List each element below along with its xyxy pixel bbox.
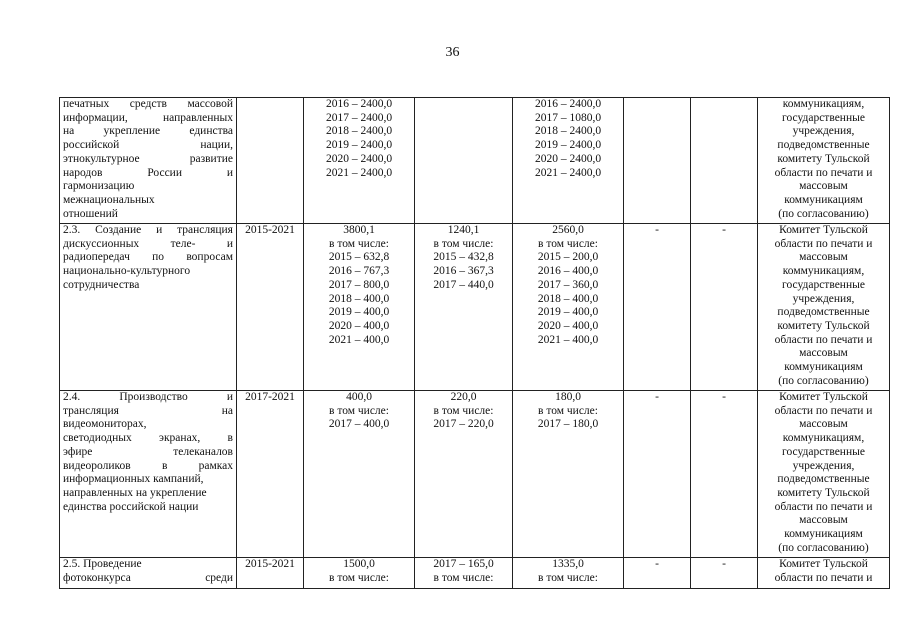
- activity-name-cell: [60, 98, 237, 224]
- table-row: [60, 558, 890, 589]
- cell-line: подведомственные: [777, 473, 870, 486]
- total-cell: [304, 98, 415, 224]
- local-cell: [624, 98, 691, 224]
- cell-line: в том числе:: [433, 571, 494, 584]
- cell-word: и: [226, 237, 233, 250]
- cell-word: этнокультурное: [63, 152, 140, 165]
- cell-line: государственные: [782, 278, 865, 291]
- local-cell: [624, 224, 691, 391]
- cell-line: [63, 446, 233, 460]
- cell-word: эфире: [63, 445, 93, 458]
- cell-line: 2017 – 1080,0: [534, 111, 602, 124]
- cell-line: массовым: [799, 180, 848, 193]
- cell-line: [63, 167, 233, 181]
- cell-line: [63, 224, 233, 238]
- cell-line: области по печати и: [774, 166, 873, 179]
- extra-cell: [691, 558, 758, 589]
- cell-line: отношений: [63, 207, 118, 220]
- cell-text: 2015-2021: [245, 558, 295, 570]
- responsible-cell: [758, 391, 890, 558]
- cell-line: 1335,0: [552, 558, 584, 570]
- cell-line: в том числе:: [329, 237, 389, 250]
- cell-word: и: [226, 166, 233, 179]
- cell-word: Производство: [119, 391, 188, 403]
- cell-line: 220,0: [450, 391, 477, 403]
- cell-line: (по согласованию): [778, 541, 869, 554]
- cell-word: 2.4.: [63, 391, 81, 403]
- cell-line: 1500,0: [343, 558, 375, 570]
- cell-line: Комитет Тульской: [779, 558, 868, 570]
- cell-word: нации,: [200, 139, 233, 152]
- cell-line: [63, 405, 233, 419]
- cell-word: 2.3.: [63, 224, 81, 236]
- cell-line: межнациональных: [63, 193, 155, 206]
- cell-line: 2019 – 400,0: [537, 306, 599, 319]
- cell-line: учреждения,: [792, 125, 855, 138]
- cell-word: вопросам: [186, 251, 233, 264]
- cell-line: коммуникациям,: [782, 98, 865, 110]
- cell-line: 2017 – 400,0: [328, 418, 390, 431]
- cell-word: в: [161, 459, 168, 472]
- page-number: 36: [445, 45, 460, 60]
- total-cell: [304, 391, 415, 558]
- cell-word: печатных: [63, 98, 110, 110]
- total-cell: [304, 558, 415, 589]
- cell-line: массовым: [799, 347, 848, 360]
- cell-line: в том числе:: [538, 237, 598, 250]
- cell-line: 2017 – 800,0: [328, 278, 390, 291]
- cell-line: 2021 – 2400,0: [325, 166, 393, 179]
- cell-line: 2017 – 2400,0: [325, 111, 393, 124]
- cell-line: [63, 460, 233, 474]
- cell-line: 2020 – 2400,0: [325, 152, 393, 165]
- table-row: [60, 98, 890, 224]
- cell-line: 2016 – 767,3: [328, 265, 390, 278]
- cell-line: гармонизацию: [63, 180, 135, 193]
- cell-line: коммуникациям: [784, 193, 863, 206]
- cell-line: 2016 – 2400,0: [325, 98, 393, 110]
- cell-line: государственные: [782, 445, 865, 458]
- federal-cell: [415, 391, 513, 558]
- cell-line: в том числе:: [329, 571, 389, 584]
- cell-word: и: [156, 224, 163, 236]
- cell-line: 2017 – 360,0: [537, 278, 599, 291]
- cell-word: информации,: [63, 111, 128, 124]
- local-cell: [624, 391, 691, 558]
- cell-word: на: [221, 404, 233, 417]
- cell-word: Создание: [95, 224, 142, 236]
- cell-line: подведомственные: [777, 306, 870, 319]
- cell-line: 2021 – 400,0: [537, 333, 599, 346]
- program-table: [59, 97, 890, 589]
- cell-word: трансляция: [177, 224, 233, 236]
- cell-line: 2016 – 400,0: [537, 265, 599, 278]
- cell-word: в: [227, 432, 233, 445]
- cell-text: -: [655, 391, 659, 403]
- cell-line: комитету Тульской: [777, 486, 870, 499]
- cell-line: 2020 – 2400,0: [534, 152, 602, 165]
- cell-line: в том числе:: [329, 404, 389, 417]
- cell-line: [63, 98, 233, 112]
- regional-cell: [513, 558, 624, 589]
- cell-line: области по печати и: [774, 404, 873, 417]
- federal-cell: [415, 558, 513, 589]
- cell-line: комитету Тульской: [777, 319, 870, 332]
- cell-line: массовым: [799, 251, 848, 264]
- cell-line: [63, 572, 233, 586]
- regional-cell: [513, 98, 624, 224]
- cell-word: фотоконкурса: [63, 571, 131, 584]
- cell-line: 2017 – 165,0: [433, 558, 494, 570]
- cell-line: коммуникациям,: [782, 265, 865, 278]
- cell-line: массовым: [799, 418, 848, 431]
- total-cell: [304, 224, 415, 391]
- cell-line: информационных кампаний,: [63, 473, 204, 486]
- cell-word: средств: [129, 98, 167, 110]
- cell-line: 2016 – 2400,0: [534, 98, 602, 110]
- cell-line: 2019 – 2400,0: [534, 139, 602, 152]
- cell-line: 2015 – 432,8: [433, 251, 494, 264]
- cell-line: 2021 – 400,0: [328, 333, 390, 346]
- cell-line: направленных на укрепление: [63, 486, 207, 499]
- activity-name-cell: [60, 391, 237, 558]
- cell-text: -: [655, 224, 659, 236]
- cell-text: 2015-2021: [245, 224, 295, 236]
- cell-line: 2019 – 400,0: [328, 306, 390, 319]
- period-cell: [237, 98, 304, 224]
- cell-line: Комитет Тульской: [779, 391, 868, 403]
- cell-line: области по печати и: [774, 571, 873, 584]
- cell-line: области по печати и: [774, 237, 873, 250]
- cell-word: теле-: [170, 237, 196, 250]
- cell-word: на: [63, 125, 75, 138]
- cell-line: области по печати и: [774, 333, 873, 346]
- activity-name-cell: [60, 558, 237, 589]
- cell-text: 2017-2021: [245, 391, 295, 403]
- period-cell: [237, 391, 304, 558]
- cell-line: (по согласованию): [778, 374, 869, 387]
- cell-line: в том числе:: [433, 237, 494, 250]
- cell-word: народов: [63, 166, 103, 179]
- regional-cell: [513, 224, 624, 391]
- cell-word: направленных: [162, 111, 233, 124]
- cell-word: России: [147, 166, 182, 179]
- table-row: [60, 391, 890, 558]
- cell-line: коммуникациям,: [782, 432, 865, 445]
- cell-line: 2015 – 200,0: [537, 251, 599, 264]
- cell-line: 400,0: [346, 391, 372, 403]
- cell-word: видеороликов: [63, 459, 131, 472]
- cell-line: [63, 251, 233, 265]
- cell-line: учреждения,: [792, 292, 855, 305]
- cell-line: 2019 – 2400,0: [325, 139, 393, 152]
- cell-text: -: [722, 224, 726, 236]
- cell-word: радиопередач: [63, 251, 130, 264]
- cell-word: российской: [63, 139, 120, 152]
- cell-line: единства российской нации: [63, 500, 199, 513]
- cell-word: по: [152, 251, 165, 264]
- cell-line: [63, 238, 233, 252]
- cell-text: -: [722, 391, 726, 403]
- extra-cell: [691, 98, 758, 224]
- cell-word: телеканалов: [173, 445, 233, 458]
- cell-line: подведомственные: [777, 139, 870, 152]
- period-cell: [237, 224, 304, 391]
- cell-word: массовой: [187, 98, 233, 110]
- responsible-cell: [758, 98, 890, 224]
- cell-line: [63, 391, 233, 405]
- cell-line: государственные: [782, 111, 865, 124]
- regional-cell: [513, 391, 624, 558]
- cell-word: и: [226, 391, 233, 403]
- cell-line: [63, 139, 233, 153]
- activity-name-cell: [60, 224, 237, 391]
- cell-word: трансляция: [63, 404, 119, 417]
- extra-cell: [691, 391, 758, 558]
- cell-word: среди: [205, 571, 233, 584]
- cell-line: видеомониторах,: [63, 418, 147, 431]
- cell-word: укрепление: [103, 125, 161, 138]
- cell-line: коммуникациям: [784, 528, 863, 541]
- cell-line: 2020 – 400,0: [328, 319, 390, 332]
- cell-line: 1240,1: [447, 224, 480, 236]
- cell-word: рамках: [198, 459, 233, 472]
- cell-line: 2020 – 400,0: [537, 319, 599, 332]
- cell-line: [63, 125, 233, 139]
- cell-line: 2017 – 440,0: [433, 278, 494, 291]
- cell-line: учреждения,: [792, 459, 855, 472]
- cell-text: -: [722, 558, 726, 570]
- table-row: [60, 224, 890, 391]
- cell-line: 2016 – 367,3: [433, 265, 494, 278]
- cell-line: 2017 – 180,0: [537, 418, 599, 431]
- cell-line: комитету Тульской: [777, 152, 870, 165]
- cell-line: (по согласованию): [778, 207, 869, 220]
- cell-line: [63, 112, 233, 126]
- cell-line: сотрудничества: [63, 278, 140, 291]
- cell-text: -: [655, 558, 659, 570]
- cell-line: [63, 432, 233, 446]
- cell-line: 2.5. Проведение: [63, 558, 142, 570]
- cell-line: 2021 – 2400,0: [534, 166, 602, 179]
- cell-line: 2015 – 632,8: [328, 251, 390, 264]
- cell-line: в том числе:: [433, 404, 494, 417]
- cell-line: в том числе:: [538, 571, 598, 584]
- cell-line: в том числе:: [538, 404, 598, 417]
- cell-word: единства: [189, 125, 233, 138]
- federal-cell: [415, 98, 513, 224]
- cell-line: области по печати и: [774, 500, 873, 513]
- period-cell: [237, 558, 304, 589]
- cell-line: 2560,0: [552, 224, 584, 236]
- cell-line: 2017 – 220,0: [433, 418, 494, 431]
- cell-line: [63, 153, 233, 167]
- responsible-cell: [758, 224, 890, 391]
- cell-line: национально-культурного: [63, 265, 191, 278]
- cell-line: Комитет Тульской: [779, 224, 868, 236]
- cell-line: 2018 – 400,0: [328, 292, 390, 305]
- cell-line: 2018 – 400,0: [537, 292, 599, 305]
- cell-line: 3800,1: [343, 224, 375, 236]
- cell-line: 180,0: [555, 391, 581, 403]
- cell-line: коммуникациям: [784, 361, 863, 374]
- cell-line: массовым: [799, 514, 848, 527]
- federal-cell: [415, 224, 513, 391]
- cell-line: 2018 – 2400,0: [534, 125, 602, 138]
- cell-word: дискуссионных: [63, 237, 140, 250]
- local-cell: [624, 558, 691, 589]
- cell-word: развитие: [189, 152, 233, 165]
- extra-cell: [691, 224, 758, 391]
- cell-word: светодиодных: [63, 432, 132, 445]
- responsible-cell: [758, 558, 890, 589]
- cell-line: 2018 – 2400,0: [325, 125, 393, 138]
- cell-word: экранах,: [159, 432, 201, 445]
